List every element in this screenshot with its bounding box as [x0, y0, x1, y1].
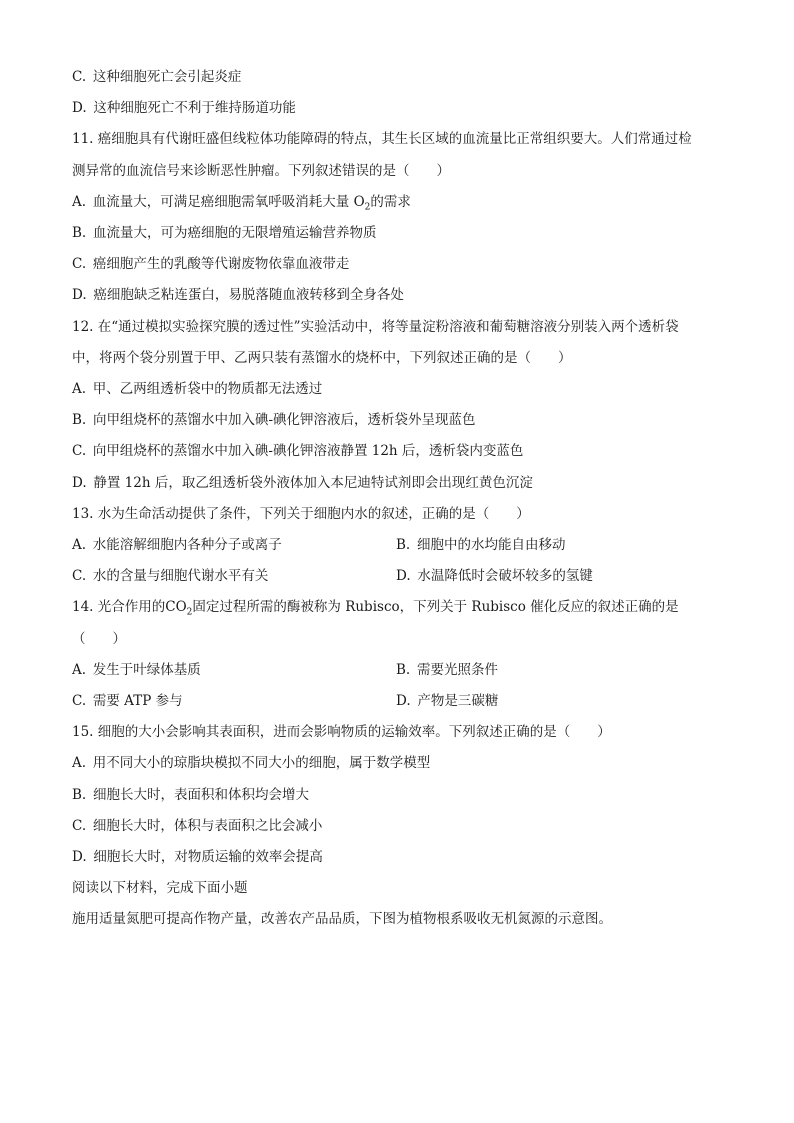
- q12-stem-line1: 12. 在“通过模拟实验探究膜的透过性”实验活动中，将等量淀粉溶液和葡萄糖溶液分别装入两个透析袋: [72, 318, 679, 335]
- q12-option-c: C. 向甲组烧杯的蒸馏水中加入碘-碘化钾溶液静置 12h 后，透析袋内变蓝色: [72, 443, 524, 460]
- q13-option-c: C. 水的含量与细胞代谢水平有关: [72, 568, 269, 585]
- q13-options-row2: [72, 561, 732, 592]
- q14-stem-line2: （ ）: [72, 630, 126, 647]
- q14-stem-line1: 14. 光合作用的$CO_2$固定过程所需的酶被称为 Rubisco，下列关于 Rubisco 催化反应的叙述正确的是: [72, 599, 679, 619]
- q14-options-row2: [72, 686, 732, 717]
- q14-option-a: A. 发生于叶绿体基质: [72, 661, 201, 678]
- q15-option-a: A. 用不同大小的琼脂块模拟不同大小的细胞，属于数学模型: [72, 755, 431, 772]
- q11-option-c: C. 癌细胞产生的乳酸等代谢废物依靠血液带走: [72, 256, 350, 273]
- q11-option-d: D. 癌细胞缺乏粘连蛋白，易脱落随血液转移到全身各处: [72, 287, 404, 304]
- material-text: 施用适量氮肥可提高作物产量，改善农产品品质，下图为植物根系吸收无机氮源的示意图。: [72, 911, 612, 928]
- q13-option-a: A. 水能溶解细胞内各种分子或离子: [72, 537, 282, 554]
- q13-option-d: D. 水温降低时会破坏较多的氢键: [396, 568, 593, 585]
- q11-stem-line2: 测异常的血流信号来诊断恶性肿瘤。下列叙述错误的是（ ）: [72, 162, 450, 179]
- q13-option-b: B. 细胞中的水均能自由移动: [396, 537, 566, 554]
- q11-option-a: A. 血流量大，可满足癌细胞需氧呼吸消耗大量 $O_2$的需求: [72, 193, 411, 213]
- q14-option-b: B. 需要光照条件: [396, 661, 498, 678]
- q11-option-b: B. 血流量大，可为癌细胞的无限增殖运输营养物质: [72, 225, 377, 242]
- q13-options-row1: [72, 530, 732, 561]
- q12-stem-line2: 中，将两个袋分别置于甲、乙两只装有蒸馏水的烧杯中，下列叙述正确的是（ ）: [72, 349, 572, 366]
- q15-option-c: C. 细胞长大时，体积与表面积之比会减小: [72, 817, 323, 834]
- exam-page: [72, 62, 732, 936]
- q15-stem: 15. 细胞的大小会影响其表面积，进而会影响物质的运输效率。下列叙述正确的是（ ）: [72, 724, 611, 741]
- material-intro: 阅读以下材料，完成下面小题: [72, 880, 248, 897]
- q15-option-d: D. 细胞长大时，对物质运输的效率会提高: [72, 849, 323, 866]
- q14-option-d: D. 产物是三碳糖: [396, 693, 499, 710]
- q12-option-b: B. 向甲组烧杯的蒸馏水中加入碘-碘化钾溶液后，透析袋外呈现蓝色: [72, 412, 476, 429]
- q12-option-d: D. 静置 12h 后，取乙组透析袋外液体加入本尼迪特试剂即会出现红黄色沉淀: [72, 474, 533, 491]
- q14-options-row1: [72, 655, 732, 686]
- q11-stem-line1: 11. 癌细胞具有代谢旺盛但线粒体功能障碍的特点，其生长区域的血流量比正常组织要大。人们常通过检: [72, 131, 692, 148]
- q15-option-b: B. 细胞长大时，表面积和体积均会增大: [72, 786, 309, 803]
- q10-option-c: C. 这种细胞死亡会引起炎症: [72, 69, 242, 85]
- q14-option-c: C. 需要 ATP 参与: [72, 693, 183, 710]
- q10-option-d: D. 这种细胞死亡不利于维持肠道功能: [72, 100, 296, 117]
- q12-option-a: A. 甲、乙两组透析袋中的物质都无法透过: [72, 381, 323, 398]
- q13-stem: 13. 水为生命活动提供了条件，下列关于细胞内水的叙述，正确的是（ ）: [72, 505, 530, 522]
